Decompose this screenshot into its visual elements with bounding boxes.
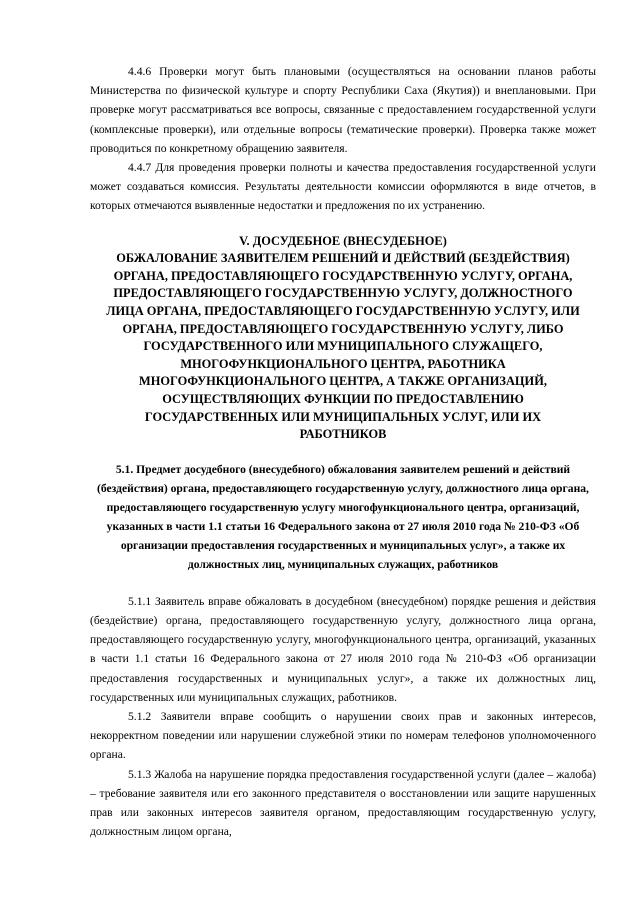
- section-title-line: ГОСУДАРСТВЕННОГО ИЛИ МУНИЦИПАЛЬНОГО СЛУЖАЩЕГО,: [143, 339, 543, 354]
- paragraph-5-1-1: 5.1.1 Заявитель вправе обжаловать в досудебном (внесудебном) порядке решения и действия (бездействие) органа, предоставляющего государственную услугу, должностного лица органа, предоставляющего государственную услугу, многофункционального центра, организаций, указанных в части 1.1 статьи 16 Федерального закона от 27 июля 2010 года № 210-ФЗ «Об организации предоставления государственных и муниципальных услуг», а также их должностных лиц, государственных или муниципальных служащих, работников.: [90, 594, 596, 704]
- paragraph-5-1-3: 5.1.3 Жалоба на нарушение порядка предоставления государственной услуги (далее – жалоба) – требование заявителя или его законного представителя о восстановлении или защите нарушенных прав или законных интересов заявителя органом, предоставляющим государственную услугу, должностным лицом органа,: [90, 767, 596, 839]
- section-title-line: ОБЖАЛОВАНИЕ ЗАЯВИТЕЛЕМ РЕШЕНИЙ И ДЕЙСТВИЙ (БЕЗДЕЙСТВИЯ): [116, 251, 570, 266]
- section-title-line: ГОСУДАРСТВЕННЫХ ИЛИ МУНИЦИПАЛЬНЫХ УСЛУГ, ИЛИ ИХ: [144, 409, 542, 424]
- section-title-line: РАБОТНИКОВ: [299, 427, 387, 442]
- section-v-title: [90, 233, 596, 444]
- section-title-line: ОСУЩЕСТВЛЯЮЩИХ ФУНКЦИИ ПО ПРЕДОСТАВЛЕНИЮ: [162, 391, 524, 406]
- page-content: [90, 62, 596, 841]
- subsection-5-1-title: 5.1. Предмет досудебного (внесудебного) обжалования заявителем решений и действий (бездействия) органа, предоставляющего государственную услугу, должностного лица органа, предоставляющего государственную услугу многофункционального центра, организаций, указанных в части 1.1 статьи 16 Федерального закона от 27 июля 2010 года № 210-ФЗ «Об организации предоставления государственных и муниципальных услуг», а также их должностных лиц, муниципальных служащих, работников: [97, 462, 589, 571]
- section-title-line: ОРГАНА, ПРЕДОСТАВЛЯЮЩЕГО ГОСУДАРСТВЕННУЮ УСЛУГУ, ЛИБО: [122, 321, 564, 336]
- paragraph-4-4-7: 4.4.7 Для проведения проверки полноты и качества предоставления государственной услуги может создаваться комиссия. Результаты деятельности комиссии оформляются в виде отчетов, в которых отмечаются выявленные недостатки и предложения по их устранению.: [90, 161, 596, 213]
- section-title-line: МНОГОФУНКЦИОНАЛЬНОГО ЦЕНТРА, А ТАКЖЕ ОРГАНИЗАЦИЙ,: [139, 374, 547, 389]
- section-title-line: V. ДОСУДЕБНОЕ (ВНЕСУДЕБНОЕ): [239, 233, 447, 248]
- section-title-line: ПРЕДОСТАВЛЯЮЩЕГО ГОСУДАРСТВЕННУЮ УСЛУГУ, ДОЛЖНОСТНОГО: [113, 286, 573, 301]
- section-title-line: МНОГОФУНКЦИОНАЛЬНОГО ЦЕНТРА, РАБОТНИКА: [180, 356, 506, 371]
- section-title-line: ЛИЦА ОРГАНА, ПРЕДОСТАВЛЯЮЩЕГО ГОСУДАРСТВЕННУЮ УСЛУГУ, ИЛИ: [106, 304, 580, 318]
- paragraph-5-1-2: 5.1.2 Заявители вправе сообщить о нарушении своих прав и законных интересов, некорректном поведении или нарушении служебной этики по номерам телефонов уполномоченного органа.: [90, 709, 596, 762]
- paragraph-4-4-6: 4.4.6 Проверки могут быть плановыми (осуществляться на основании планов работы Министерства по физической культуре и спорту Республики Саха (Якутия)) и внеплановыми. При проверке могут рассматриваться все вопросы, связанные с предоставлением государственной услуги (комплексные проверки), или отдельные вопросы (тематические проверки). Проверка также может проводиться по конкретному обращению заявителя.: [90, 65, 596, 155]
- section-title-line: ОРГАНА, ПРЕДОСТАВЛЯЮЩЕГО ГОСУДАРСТВЕННУЮ УСЛУГУ, ОРГАНА,: [113, 268, 573, 283]
